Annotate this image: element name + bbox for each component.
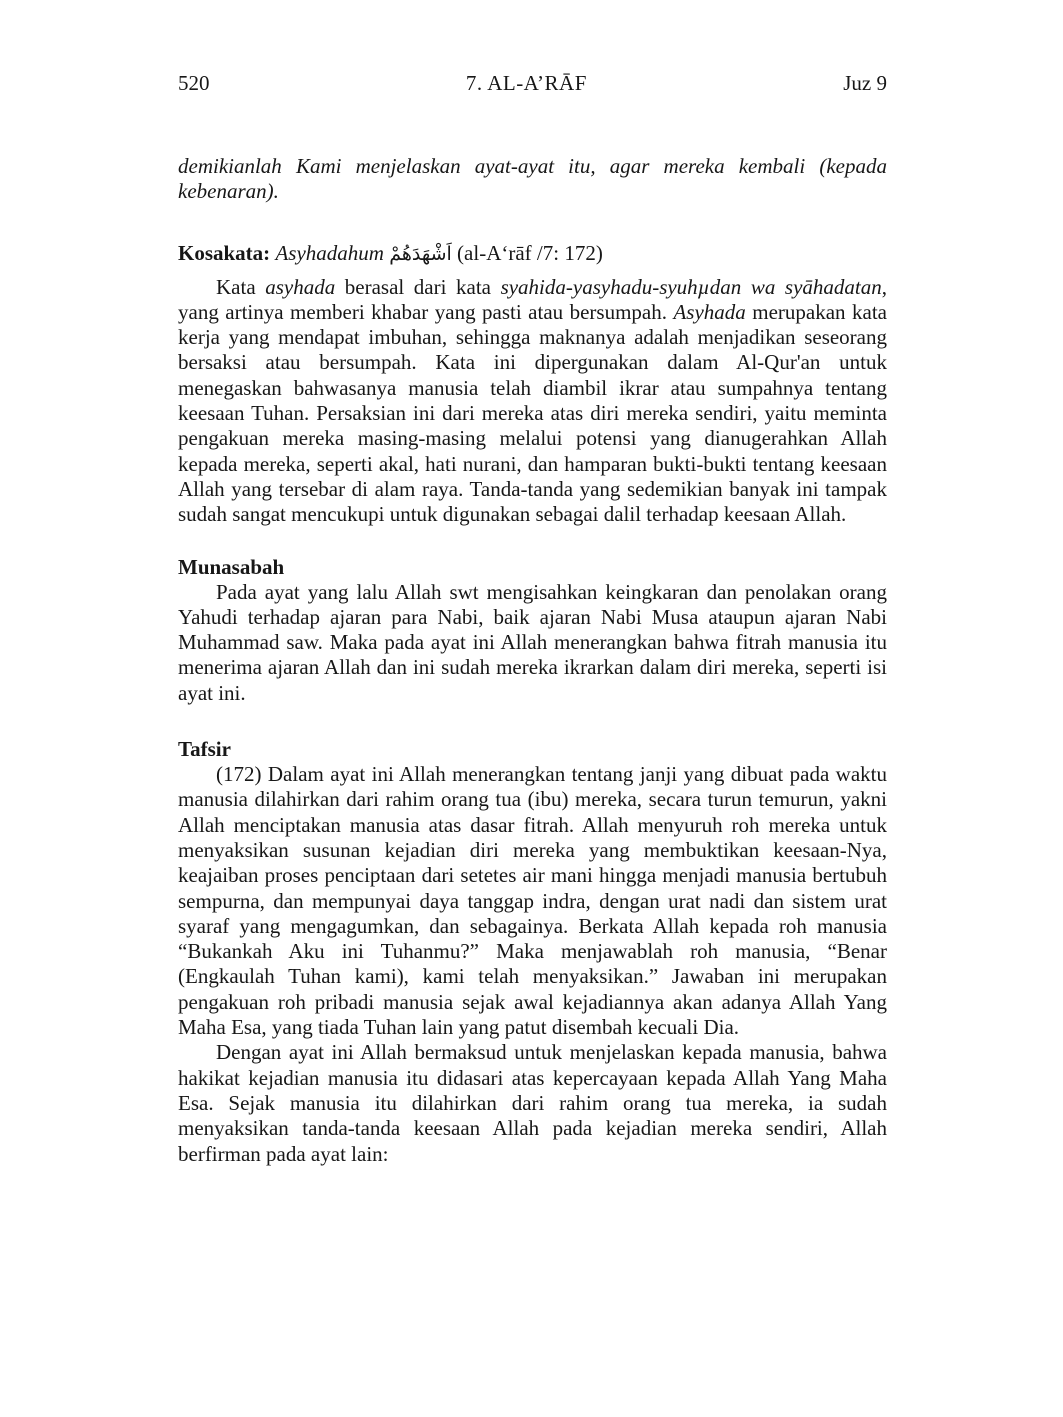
kosakata-paragraph-segment: Kata	[216, 274, 266, 299]
kosakata-arabic-word: اَشْهَدَهُمْ	[389, 242, 452, 265]
page-number: 520	[178, 71, 210, 95]
kosakata-paragraph-segment: berasal dari kata	[335, 274, 501, 299]
kosakata-paragraph-segment-italic: asyhada	[265, 274, 336, 299]
intro-paragraph: demikianlah Kami menjelaskan ayat-ayat itu, agar mereka kembali (kepada kebenaran).	[178, 154, 887, 204]
tafsir-paragraph-2: Dengan ayat ini Allah bermaksud untuk menjelaskan kepada manusia, bahwa hakikat kejadian manusia itu didasari atas kepercayaan kepada Allah Yang Maha Esa. Sejak manusia itu dilahirkan dari rahim orang tua mereka, ia sudah menyaksikan tanda-tanda keesaan Allah pada kejadian mereka sendiri, Allah berfirman pada ayat lain:	[178, 1040, 887, 1166]
juz-label: Juz 9	[843, 71, 887, 95]
running-title: 7. AL-A’RĀF	[465, 71, 587, 95]
munasabah-paragraph: Pada ayat yang lalu Allah swt mengisahkan keingkaran dan penolakan orang Yahudi terhadap ajaran para Nabi, baik ajaran Nabi Musa ataupun ajaran Nabi Muhammad saw. Maka pada ayat ini Allah menerangkan bahwa fitrah manusia itu menerima ajaran Allah dan ini sudah mereka ikrarkan dalam diri mereka, seperti isi ayat ini.	[178, 579, 887, 705]
kosakata-heading-line	[178, 241, 887, 267]
kosakata-paragraph-segment: merupakan kata kerja yang mendapat imbuhan, sehingga maknanya adalah menjadikan seseorang bersaksi atau bersumpah. Kata ini dipergunakan dalam Al-Qur'an untuk menegaskan bahwasanya manusia telah diambil ikrar atau sumpahnya tentang keesaan Tuhan. Persaksian ini dari mereka atas diri mereka sendiri, yaitu meminta pengakuan mereka masing-masing melalui potensi yang dianugerahkan Allah kepada mereka, seperti akal, hati nurani, dan hamparan bukti-bukti tentang keesaan Allah yang tersebar di alam raya. Tanda-tanda yang sedemikian banyak ini tampak sudah sangat mencukupi untuk digunakan sebagai dalil terhadap keesaan Allah.	[178, 299, 887, 527]
kosakata-paragraph-segment: , yang artinya memberi khabar yang pasti atau bersumpah.	[178, 274, 887, 324]
kosakata-label: Kosakata:	[178, 240, 271, 265]
tafsir-heading: Tafsir	[178, 737, 231, 762]
munasabah-heading: Munasabah	[178, 554, 285, 579]
kosakata-paragraph	[178, 275, 887, 528]
kosakata-paragraph-segment-italic: Asyhada	[673, 299, 746, 324]
kosakata-term: Asyhadahum	[275, 240, 384, 265]
kosakata-paragraph-segment-italic: syahida-yasyhadu-syuhµdan wa syāhadatan	[500, 274, 882, 299]
kosakata-reference: (al-A‘rāf /7: 172)	[457, 240, 603, 265]
page-header	[178, 70, 887, 96]
tafsir-paragraph-1: (172) Dalam ayat ini Allah menerangkan tentang janji yang dibuat pada waktu manusia dilahirkan dari rahim orang tua (ibu) mereka, secara turun temurun, yakni Allah menciptakan manusia atas dasar fitrah. Allah menyuruh roh mereka untuk menyaksikan susunan kejadian diri mereka yang membuktikan keesaan-Nya, keajaiban proses penciptaan dari setetes air mani hingga menjadi manusia bertubuh sempurna, dan mempunyai daya tanggap indra, dengan urat nadi dan sistem urat syaraf yang mengagumkan, dan sebagainya. Berkata Allah kepada roh manusia “Bukankah Aku ini Tuhanmu?” Maka menjawablah roh manusia, “Benar (Engkaulah Tuhan kami), kami telah menyaksikan.” Jawaban ini merupakan pengakuan roh pribadi manusia sejak awal kejadiannya akan adanya Allah Yang Maha Esa, yang tiada Tuhan lain yang patut disembah kecuali Dia.	[178, 762, 887, 1040]
